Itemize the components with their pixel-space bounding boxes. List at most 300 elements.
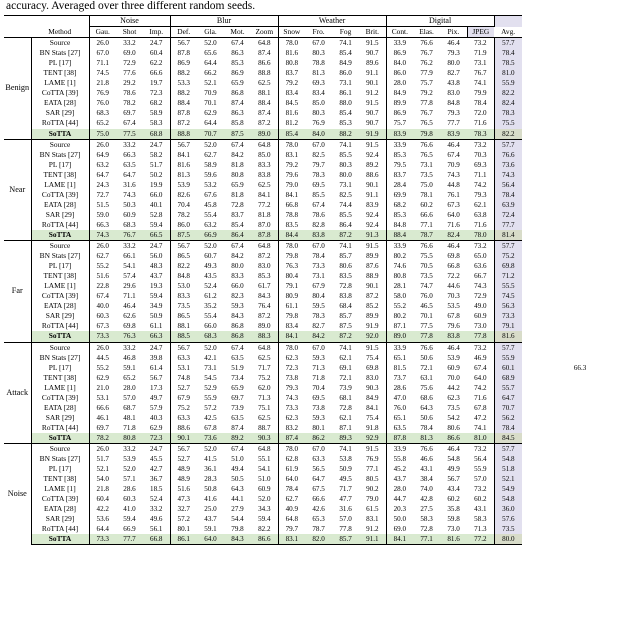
data-cell: 66.6 (420, 210, 433, 219)
data-cell: 69.0 (386, 524, 413, 534)
data-cell: 77.7 (494, 220, 522, 230)
data-cell: 77.1 (413, 534, 440, 545)
row-method-label: BN Stats [27] (39, 48, 81, 58)
data-cell: 84.1 (386, 534, 413, 545)
data-cell: 79.3 (278, 383, 305, 393)
data-cell: 71.6 (474, 119, 487, 128)
data-cell: 85.5 (339, 150, 352, 159)
data-cell: 84.1 (278, 190, 305, 200)
data-cell: 50.2 (150, 170, 163, 179)
data-cell: 59.3 (231, 302, 244, 311)
data-cell: 67.0 (305, 342, 332, 353)
data-cell: 64.8 (251, 342, 278, 353)
data-cell: 59.5 (312, 302, 325, 311)
data-cell: 70.5 (420, 262, 433, 271)
data-cell: 43.7 (204, 515, 217, 524)
data-cell: 82.8 (312, 220, 325, 229)
data-cell: 78.1 (420, 190, 433, 199)
data-cell: 80.8 (231, 170, 244, 179)
data-cell: 62.5 (258, 353, 271, 362)
data-cell: 72.8 (420, 525, 433, 534)
data-cell: 34.3 (258, 505, 271, 514)
data-cell: 60.3 (89, 311, 116, 321)
data-cell: 85.0 (312, 99, 325, 108)
data-cell: 57.0 (474, 475, 487, 484)
data-cell: 55.2 (89, 261, 116, 271)
data-cell: 84.5 (494, 433, 522, 444)
data-cell: 55.9 (474, 465, 487, 474)
data-cell: 51.6 (89, 271, 116, 281)
data-cell: 38.4 (420, 475, 433, 484)
data-cell: 86.1 (170, 534, 197, 545)
table-row (4, 129, 638, 140)
data-cell: 84.3 (258, 292, 271, 301)
data-cell: 73.2 (474, 485, 487, 494)
data-cell: 73.1 (339, 79, 352, 88)
data-cell: 60.9 (447, 363, 460, 372)
data-cell: 42.5 (204, 413, 217, 422)
data-cell: 76.2 (420, 59, 433, 68)
data-cell: 65.9 (231, 79, 244, 88)
data-cell: 80.5 (366, 475, 379, 484)
row-method-label: PL [17] (48, 261, 72, 271)
data-cell: 79.8 (278, 251, 305, 261)
data-cell: 60.9 (123, 210, 136, 219)
data-cell: 56.7 (170, 443, 197, 454)
data-cell: 50.3 (123, 200, 136, 209)
data-cell: 81.0 (474, 433, 487, 442)
data-cell: 24.7 (143, 139, 170, 150)
data-cell: 87.2 (339, 230, 352, 239)
data-cell: 66.8 (278, 200, 305, 210)
data-cell: 63.5 (231, 353, 244, 362)
data-cell: 73.7 (386, 373, 413, 383)
data-cell: 84.4 (278, 230, 305, 241)
row-method-label: Source (31, 342, 89, 353)
data-cell: 50.6 (420, 413, 433, 422)
data-cell: 84.1 (258, 190, 271, 199)
data-cell: 52.0 (197, 139, 224, 150)
data-cell: 82.5 (339, 190, 352, 199)
data-cell: 83.8 (312, 230, 325, 239)
data-cell: 56.7 (447, 475, 460, 484)
data-cell: 50.0 (386, 514, 413, 524)
data-cell: 67.0 (89, 48, 116, 58)
data-cell: 50.9 (150, 312, 163, 321)
data-cell: 26.0 (89, 443, 116, 454)
data-cell: 56.7 (170, 342, 197, 353)
data-cell: 83.8 (339, 292, 352, 301)
data-cell: 73.1 (204, 363, 217, 372)
data-cell: 72.8 (339, 282, 352, 291)
data-cell: 66.2 (204, 69, 217, 78)
data-cell: 68.7 (123, 403, 136, 412)
data-cell: 71.3 (258, 393, 271, 402)
data-cell: 32.7 (170, 504, 197, 514)
data-cell: 86.5 (170, 311, 197, 321)
data-cell: 53.9 (170, 180, 197, 190)
column-header-gau: Gau. (89, 27, 116, 38)
data-cell: 63.3 (170, 413, 197, 423)
data-cell: 91.1 (366, 190, 379, 199)
data-cell: 57.7 (494, 241, 522, 252)
data-cell: 76.6 (413, 342, 440, 353)
results-table (4, 15, 638, 545)
data-cell: 67.4 (123, 119, 136, 128)
data-cell: 39.8 (150, 353, 163, 362)
data-cell: 79.7 (312, 160, 325, 169)
data-cell: 66.6 (312, 495, 325, 504)
data-cell: 40.3 (150, 413, 163, 422)
data-cell: 83.5 (339, 272, 352, 281)
data-cell: 73.1 (339, 180, 352, 189)
data-cell: 59.3 (312, 353, 325, 362)
data-cell: 79.8 (231, 525, 244, 534)
data-cell: 62.1 (339, 413, 352, 422)
data-cell: 89.0 (258, 129, 271, 138)
data-cell: 64.9 (89, 150, 116, 160)
column-header-brit: Brit. (365, 27, 379, 37)
data-cell: 61.4 (150, 363, 163, 372)
data-cell: 87.5 (170, 230, 197, 241)
data-cell: 77.5 (123, 129, 136, 138)
table-row (4, 484, 638, 494)
group-header-avg-spacer (494, 16, 522, 27)
table-row (4, 160, 638, 170)
data-cell: 83.2 (278, 423, 305, 433)
data-cell: 63.9 (494, 200, 522, 210)
data-cell: 73.1 (312, 272, 325, 281)
data-cell: 67.4 (89, 291, 116, 301)
data-cell: 48.1 (123, 413, 136, 422)
data-cell: 44.5 (89, 353, 116, 363)
table-row (4, 383, 638, 393)
data-cell: 62.1 (339, 353, 352, 362)
data-cell: 87.4 (258, 49, 271, 58)
data-cell: 88.7 (258, 423, 271, 432)
data-cell: 44.7 (386, 494, 413, 504)
data-cell: 73.3 (89, 534, 116, 545)
data-cell: 79.3 (447, 49, 460, 58)
data-cell: 56.1 (150, 525, 163, 534)
data-cell: 67.3 (447, 200, 460, 209)
data-cell: 57.2 (170, 514, 197, 524)
data-cell: 78.8 (312, 59, 325, 68)
data-cell: 89.2 (366, 160, 379, 169)
data-cell: 62.5 (258, 79, 271, 88)
data-cell: 44.2 (447, 383, 460, 392)
group-header-digital: Digital (386, 16, 494, 27)
table-row (4, 150, 638, 160)
row-method-label: PL [17] (48, 58, 72, 68)
data-cell: 73.1 (420, 160, 433, 169)
data-cell: 80.0 (494, 534, 522, 545)
data-cell: 73.3 (312, 262, 325, 271)
data-cell: 86.3 (231, 49, 244, 58)
data-cell: 85.5 (312, 190, 325, 199)
data-cell: 58.2 (150, 150, 163, 159)
data-cell: 69.8 (366, 363, 379, 372)
data-cell: 62.1 (474, 200, 487, 209)
data-cell: 71.6 (474, 220, 487, 229)
data-cell: 85.3 (386, 210, 413, 220)
data-cell: 61.1 (278, 301, 305, 311)
row-method-label: SoTTA (31, 534, 89, 545)
data-cell: 90.1 (366, 79, 379, 88)
data-cell: 73.2 (467, 241, 494, 252)
data-cell: 77.2 (258, 200, 271, 209)
data-cell: 47.3 (170, 494, 197, 504)
data-cell: 62.9 (204, 109, 217, 118)
data-cell: 74.5 (89, 68, 116, 78)
data-cell: 57.7 (494, 38, 522, 49)
data-cell: 91.2 (366, 525, 379, 534)
data-cell: 81.4 (494, 230, 522, 241)
data-cell: 79.9 (474, 89, 487, 98)
data-cell: 77.9 (420, 69, 433, 78)
data-cell: 67.8 (447, 312, 460, 321)
table-row (4, 423, 638, 433)
data-cell: 28.3 (204, 475, 217, 484)
data-cell: 28.6 (386, 383, 413, 393)
data-cell: 75.0 (420, 180, 433, 189)
data-cell: 87.1 (386, 321, 413, 331)
table-row (4, 321, 638, 331)
data-cell: 60.4 (89, 494, 116, 504)
data-cell: 73.0 (447, 525, 460, 534)
column-header-cont: Cont. (386, 27, 413, 38)
column-header-imp: Imp. (149, 27, 164, 37)
data-cell: 76.7 (420, 49, 433, 58)
data-cell: 64.8 (251, 241, 278, 252)
data-cell: 60.2 (474, 495, 487, 504)
data-cell: 59.4 (258, 515, 271, 524)
data-cell: 58.3 (420, 515, 433, 524)
data-cell: 83.9 (447, 129, 460, 138)
data-cell: 55.5 (494, 281, 522, 291)
data-cell: 68.3 (123, 220, 136, 229)
data-cell: 69.0 (123, 49, 136, 58)
data-cell: 54.8 (494, 494, 522, 504)
data-cell: 87.4 (231, 423, 244, 432)
data-cell: 43.8 (447, 79, 460, 88)
data-cell: 50.9 (339, 465, 352, 474)
data-cell: 81.6 (440, 534, 467, 545)
table-row (4, 251, 638, 261)
data-cell: 34.9 (150, 302, 163, 311)
data-cell: 80.4 (312, 292, 325, 301)
data-cell: 81.3 (170, 170, 197, 180)
data-cell: 62.3 (278, 413, 305, 423)
data-cell: 53.6 (89, 514, 116, 524)
data-cell: 52.1 (494, 474, 522, 484)
data-cell: 83.9 (386, 129, 413, 140)
data-cell: 84.8 (386, 220, 413, 230)
data-cell: 72.2 (447, 272, 460, 281)
data-cell: 69.5 (312, 393, 325, 402)
data-cell: 72.9 (123, 59, 136, 68)
data-cell: 78.3 (494, 108, 522, 118)
data-cell: 69.8 (123, 322, 136, 331)
data-cell: 66.6 (150, 69, 163, 78)
row-method-label: PL [17] (48, 464, 72, 474)
data-cell: 77.8 (420, 332, 433, 341)
data-cell: 57.7 (494, 443, 522, 454)
data-cell: 66.0 (204, 322, 217, 331)
data-cell: 62.9 (89, 373, 116, 383)
data-cell: 78.7 (420, 230, 433, 239)
data-cell: 83.4 (278, 321, 305, 331)
data-cell: 77.2 (467, 534, 494, 545)
data-cell: 62.3 (447, 393, 460, 402)
data-cell: 72.8 (231, 200, 244, 209)
data-cell: 67.9 (312, 282, 325, 291)
table-row (4, 261, 638, 271)
data-cell: 44.8 (447, 180, 460, 189)
data-cell: 88.8 (170, 129, 197, 140)
row-method-label: EATA [28] (43, 402, 77, 412)
data-cell: 76.7 (420, 109, 433, 118)
data-cell: 19.3 (150, 282, 163, 291)
data-cell: 67.4 (224, 443, 251, 454)
data-cell: 74.1 (332, 241, 359, 252)
data-cell: 84.3 (224, 534, 251, 545)
data-cell: 85.3 (386, 150, 413, 160)
data-cell: 31.6 (339, 505, 352, 514)
data-cell: 52.4 (150, 495, 163, 504)
data-cell: 19.9 (150, 180, 163, 189)
data-cell: 78.6 (312, 210, 325, 219)
data-cell: 78.4 (420, 423, 433, 432)
data-cell: 78.0 (474, 230, 487, 239)
data-cell: 87.6 (366, 262, 379, 271)
data-cell: 84.1 (278, 331, 305, 342)
group-header-weather: Weather (278, 16, 386, 27)
data-cell: 88.8 (258, 69, 271, 78)
data-cell: 79.2 (278, 160, 305, 170)
data-cell: 85.4 (339, 109, 352, 118)
data-cell: 83.0 (366, 373, 379, 382)
data-cell: 86.6 (447, 433, 460, 442)
data-cell: 81.6 (278, 48, 305, 58)
data-cell: 78.4 (494, 423, 522, 433)
data-cell: 26.0 (89, 139, 116, 150)
row-method-label: BN Stats [27] (39, 251, 81, 261)
data-cell: 57.9 (150, 403, 163, 412)
data-cell: 48.3 (150, 262, 163, 271)
data-cell: 26.0 (89, 342, 116, 353)
data-cell: 79.3 (474, 190, 487, 199)
data-cell: 51.7 (150, 160, 163, 169)
data-cell: 45.2 (386, 464, 413, 474)
data-cell: 60.1 (494, 363, 522, 373)
data-cell: 69.3 (474, 160, 487, 169)
data-cell: 60.2 (447, 495, 460, 504)
data-cell: 83.3 (170, 291, 197, 301)
data-cell: 51.0 (231, 455, 244, 464)
row-method-label: TENT [38] (43, 271, 77, 281)
data-cell: 33.9 (386, 342, 413, 353)
data-cell: 73.3 (494, 311, 522, 321)
data-cell: 70.7 (204, 129, 217, 138)
data-cell: 78.4 (278, 484, 305, 494)
data-cell: 59.1 (123, 363, 136, 372)
data-cell: 33.9 (386, 443, 413, 454)
data-cell: 65.9 (231, 383, 244, 392)
data-cell: 84.3 (231, 312, 244, 321)
data-cell: 55.2 (89, 363, 116, 373)
group-header-spacer (4, 16, 89, 27)
data-cell: 56.5 (312, 465, 325, 474)
row-method-label: RoTTA [44] (41, 524, 79, 534)
data-cell: 82.7 (312, 322, 325, 331)
data-cell: 55.9 (204, 393, 217, 402)
data-cell: 67.4 (224, 342, 251, 353)
data-cell: 51.9 (231, 363, 244, 372)
data-cell: 81.3 (420, 433, 433, 442)
data-cell: 72.7 (89, 190, 116, 200)
data-cell: 80.0 (231, 262, 244, 271)
data-cell: 61.7 (258, 282, 271, 291)
data-cell: 84.1 (366, 403, 379, 412)
data-cell: 73.5 (420, 272, 433, 281)
data-cell: 24.7 (143, 38, 170, 49)
data-cell: 82.5 (312, 150, 325, 159)
data-cell: 65.1 (386, 353, 413, 363)
data-cell: 63.6 (474, 262, 487, 271)
data-cell: 71.1 (474, 170, 487, 179)
row-method-label: CoTTA [39] (41, 494, 79, 504)
data-cell: 73.1 (474, 59, 487, 68)
data-cell: 46.4 (440, 241, 467, 252)
data-cell: 88.6 (170, 423, 197, 433)
data-cell: 78.7 (312, 525, 325, 534)
table-row (4, 48, 638, 58)
data-cell: 33.2 (116, 139, 143, 150)
data-cell: 76.9 (366, 455, 379, 464)
data-cell: 67.4 (224, 139, 251, 150)
data-cell: 77.7 (116, 534, 143, 545)
data-cell: 84.2 (231, 150, 244, 159)
data-cell: 80.1 (170, 524, 197, 534)
data-cell: 66.8 (447, 262, 460, 271)
data-cell: 68.6 (420, 393, 433, 402)
data-cell: 73.5 (447, 403, 460, 412)
row-method-label: RoTTA [44] (41, 422, 79, 432)
data-cell: 33.9 (386, 139, 413, 150)
data-cell: 28.4 (386, 180, 413, 190)
data-cell: 89.9 (366, 312, 379, 321)
table-row (4, 504, 638, 514)
data-cell: 54.8 (447, 455, 460, 464)
data-cell: 70.4 (170, 200, 197, 210)
data-cell: 74.1 (332, 443, 359, 454)
data-cell: 85.7 (339, 312, 352, 321)
data-cell: 82.2 (258, 525, 271, 534)
data-cell: 86.3 (231, 109, 244, 118)
data-cell: 58.9 (150, 109, 163, 118)
data-cell: 68.9 (494, 373, 522, 383)
data-cell: 74.3 (278, 393, 305, 403)
data-cell: 63.1 (420, 373, 433, 382)
data-cell: 79.1 (494, 321, 522, 331)
data-cell: 86.8 (231, 332, 244, 341)
data-cell: 70.3 (447, 292, 460, 301)
data-cell: 92.4 (366, 210, 379, 219)
data-cell: 86.8 (231, 322, 244, 331)
data-cell: 77.8 (339, 525, 352, 534)
data-cell: 88.2 (170, 68, 197, 78)
